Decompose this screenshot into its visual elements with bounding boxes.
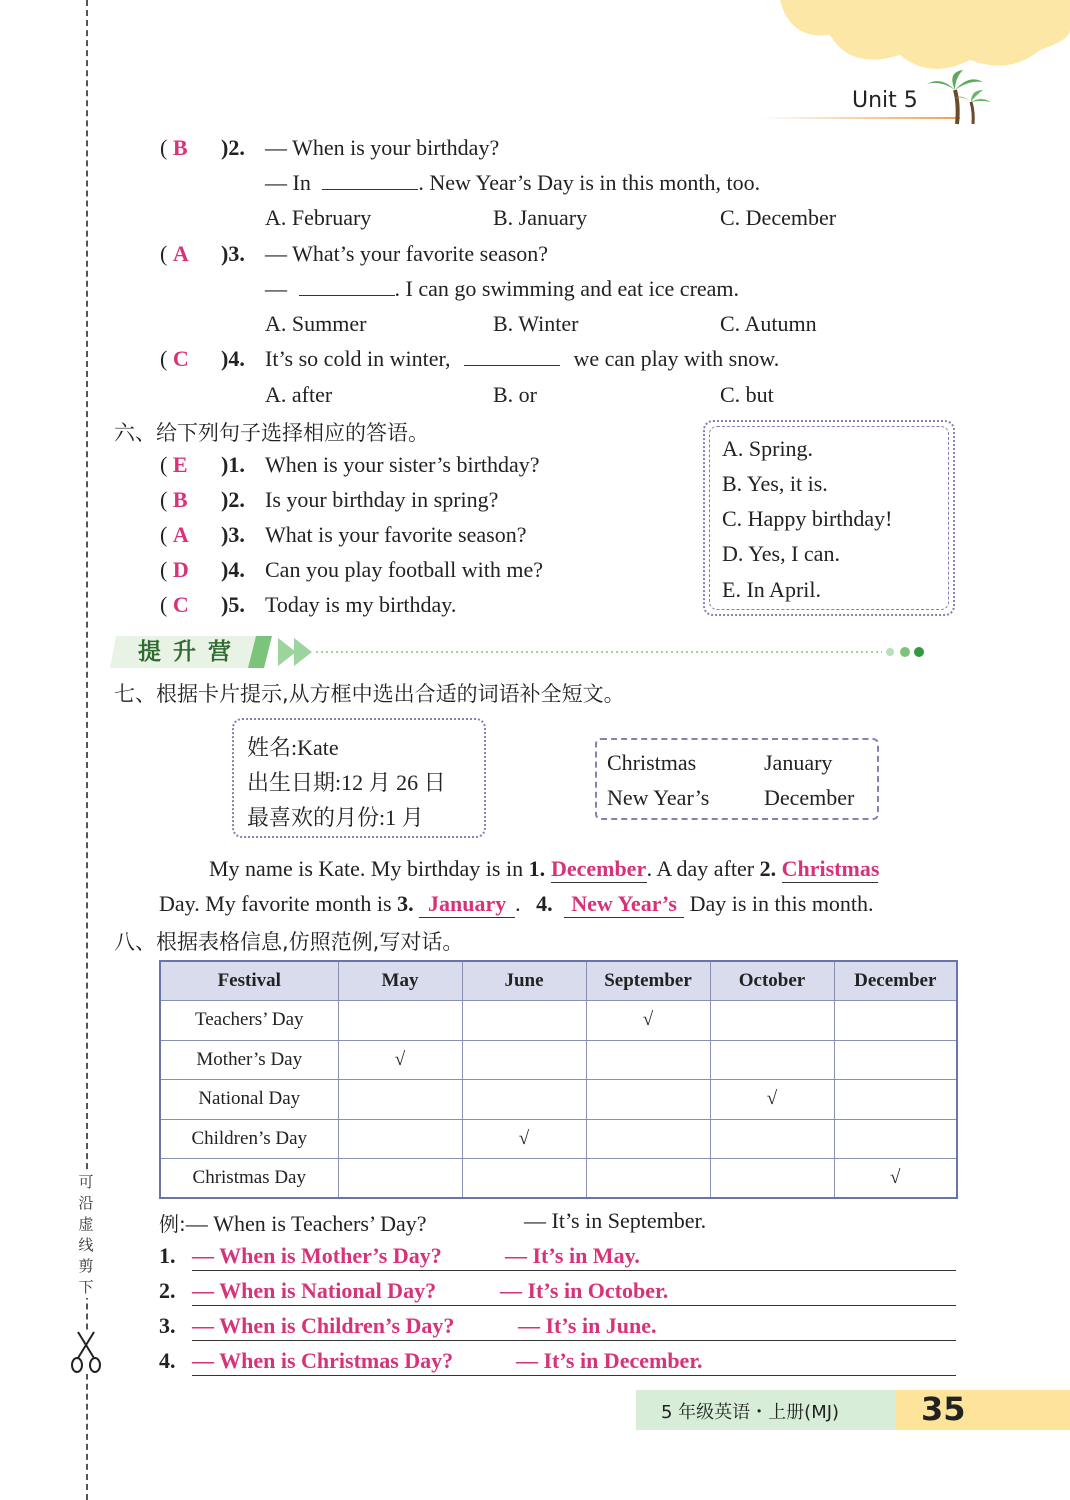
cut-instruction: 可沿虚线剪下 (76, 1172, 96, 1298)
word-item: Christmas (607, 750, 697, 775)
festival-table (159, 960, 958, 1199)
question-text: . New Year’s Day is in this month, too. (418, 170, 761, 195)
answer-mark: E (172, 452, 188, 477)
dialogue-answer: — It’s in October. (500, 1278, 669, 1303)
festival-name: Children’s Day (160, 1119, 338, 1159)
check-cell (462, 1080, 586, 1120)
question-number: )3. (221, 241, 245, 266)
passage-line-1 (209, 856, 878, 883)
table-row (160, 1159, 957, 1199)
table-header: Festival (160, 961, 338, 1001)
check-cell: √ (338, 1040, 462, 1080)
check-cell (710, 1159, 834, 1199)
festival-name: Christmas Day (160, 1159, 338, 1199)
cloud-decoration (760, 0, 1070, 80)
festival-name: National Day (160, 1080, 338, 1120)
question-text: Can you play football with me? (265, 557, 543, 582)
check-cell (586, 1080, 710, 1120)
option-b: B. or (493, 382, 537, 407)
dialogue-number: 1. (159, 1243, 176, 1268)
card-birthday: 出生日期:12 月 26 日 (247, 770, 446, 795)
check-cell (834, 1040, 957, 1080)
answer-blank (464, 365, 560, 366)
check-cell: √ (834, 1159, 957, 1199)
festival-name: Mother’s Day (160, 1040, 338, 1080)
choice-item: B. Yes, it is. (722, 471, 828, 496)
card-favorite-month: 最喜欢的月份:1 月 (247, 805, 424, 830)
answer-line (192, 1305, 956, 1306)
word-item: New Year’s (607, 785, 710, 810)
question-text: When is your sister’s birthday? (265, 452, 540, 477)
check-cell (834, 1080, 957, 1120)
table-row (160, 1040, 957, 1080)
question-text: Today is my birthday. (265, 592, 457, 617)
blank-number: 2. (759, 856, 777, 881)
answer-mark: B (172, 487, 188, 512)
option-a: A. February (265, 205, 372, 230)
check-cell (710, 1040, 834, 1080)
banner-title: 提 升 营 (138, 639, 234, 665)
blank-number: 4. (536, 891, 553, 916)
answer-mark: A (172, 241, 189, 266)
section-title: 六、给下列句子选择相应的答语。 (114, 421, 429, 445)
answer-mark: C (172, 346, 189, 371)
check-cell (462, 1001, 586, 1041)
option-c: C. but (720, 382, 774, 407)
scissors-icon (70, 1330, 102, 1374)
table-header: September (586, 961, 710, 1001)
passage-text: Day is in this month. (689, 891, 874, 916)
festival-name: Teachers’ Day (160, 1001, 338, 1041)
question-text: What is your favorite season? (265, 522, 527, 547)
table-header: May (338, 961, 462, 1001)
word-item: January (764, 750, 833, 775)
dialogue-number: 3. (159, 1313, 176, 1338)
palm-tree-icon (925, 68, 993, 126)
table-header: June (462, 961, 586, 1001)
check-cell (338, 1001, 462, 1041)
unit-label: Unit 5 (852, 88, 918, 113)
check-cell: √ (586, 1001, 710, 1041)
blank-number: 3. (397, 891, 414, 916)
passage-text: Day. My favorite month is (159, 891, 398, 916)
choice-item: D. Yes, I can. (722, 541, 840, 566)
question-number: )4. (221, 346, 245, 371)
choice-item: C. Happy birthday! (722, 506, 893, 531)
check-cell (834, 1119, 957, 1159)
blank-number: 1. (528, 856, 546, 881)
option-b: B. January (493, 205, 588, 230)
dialogue-number: 2. (159, 1278, 176, 1303)
check-cell (710, 1119, 834, 1159)
dialogue-answer: — It’s in May. (505, 1243, 640, 1268)
check-cell (462, 1159, 586, 1199)
answer-blank (299, 295, 395, 296)
dialogue-answer: — It’s in June. (518, 1313, 657, 1338)
question-text: . I can go swimming and eat ice cream. (394, 276, 740, 301)
check-cell (586, 1119, 710, 1159)
question-text: — (265, 276, 287, 301)
answer-mark: B (172, 135, 188, 160)
table-header: October (710, 961, 834, 1001)
passage-text: . (515, 891, 521, 916)
question-text: — What’s your favorite season? (265, 241, 549, 266)
choice-item: E. In April. (722, 577, 821, 602)
answer-mark: C (172, 592, 189, 617)
answer-line (192, 1270, 956, 1271)
question-number: )3. (221, 522, 245, 547)
answer-mark: A (172, 522, 189, 547)
check-cell (338, 1119, 462, 1159)
question-number: )2. (221, 487, 245, 512)
filled-answer: January (419, 891, 515, 918)
answer-mark: D (172, 557, 189, 582)
answer-blank (322, 189, 418, 190)
option-c: C. December (720, 205, 837, 230)
answer-line (192, 1340, 956, 1341)
question-text: we can play with snow. (573, 346, 780, 371)
option-a: A. after (265, 382, 333, 407)
option-a: A. Summer (265, 311, 367, 336)
question-number: )5. (221, 592, 245, 617)
filled-answer: New Year’s (564, 891, 684, 918)
table-header: December (834, 961, 957, 1001)
option-c: C. Autumn (720, 311, 817, 336)
table-header-row (160, 961, 957, 1001)
check-cell (338, 1080, 462, 1120)
card-name: 姓名:Kate (247, 735, 339, 760)
question-text: Is your birthday in spring? (265, 487, 499, 512)
dialogue-answer: — It’s in December. (516, 1348, 703, 1373)
filled-answer: Christmas (781, 856, 880, 881)
question-number: )2. (221, 135, 245, 160)
question-number: )4. (221, 557, 245, 582)
footer-book-title: 5 年级英语・上册(MJ) (661, 1402, 840, 1423)
question-text: — When is your birthday? (265, 135, 500, 160)
passage-text: . A day after (646, 856, 760, 881)
option-b: B. Winter (493, 311, 579, 336)
example-question: — When is Teachers’ Day? (185, 1211, 427, 1236)
check-cell (710, 1001, 834, 1041)
dialogue-question: — When is Christmas Day? (192, 1348, 454, 1373)
check-cell (586, 1040, 710, 1080)
question-text: — In (265, 170, 311, 195)
check-cell: √ (710, 1080, 834, 1120)
table-row (160, 1119, 957, 1159)
choice-item: A. Spring. (722, 436, 814, 461)
example-label: 例: (159, 1212, 186, 1236)
passage-text: My name is Kate. My birthday is in (209, 856, 529, 881)
filled-answer: December (550, 856, 647, 881)
page-number: 35 (921, 1390, 966, 1428)
check-cell: √ (462, 1119, 586, 1159)
word-item: December (764, 785, 855, 810)
question-number: )1. (221, 452, 245, 477)
section-title: 八、根据表格信息,仿照范例,写对话。 (114, 930, 464, 954)
answer-line (192, 1375, 956, 1376)
question-text: It’s so cold in winter, (265, 346, 451, 371)
check-cell (834, 1001, 957, 1041)
dialogue-question: — When is Mother’s Day? (192, 1243, 442, 1268)
dialogue-question: — When is National Day? (192, 1278, 437, 1303)
check-cell (462, 1040, 586, 1080)
check-cell (338, 1159, 462, 1199)
section-title: 七、根据卡片提示,从方框中选出合适的词语补全短文。 (114, 682, 625, 706)
dialogue-number: 4. (159, 1348, 176, 1373)
passage-line-2 (159, 891, 874, 918)
table-row (160, 1001, 957, 1041)
dialogue-question: — When is Children’s Day? (192, 1313, 455, 1338)
check-cell (586, 1159, 710, 1199)
example-answer: — It’s in September. (524, 1208, 707, 1233)
table-row (160, 1080, 957, 1120)
example-dialogue (159, 1208, 427, 1237)
